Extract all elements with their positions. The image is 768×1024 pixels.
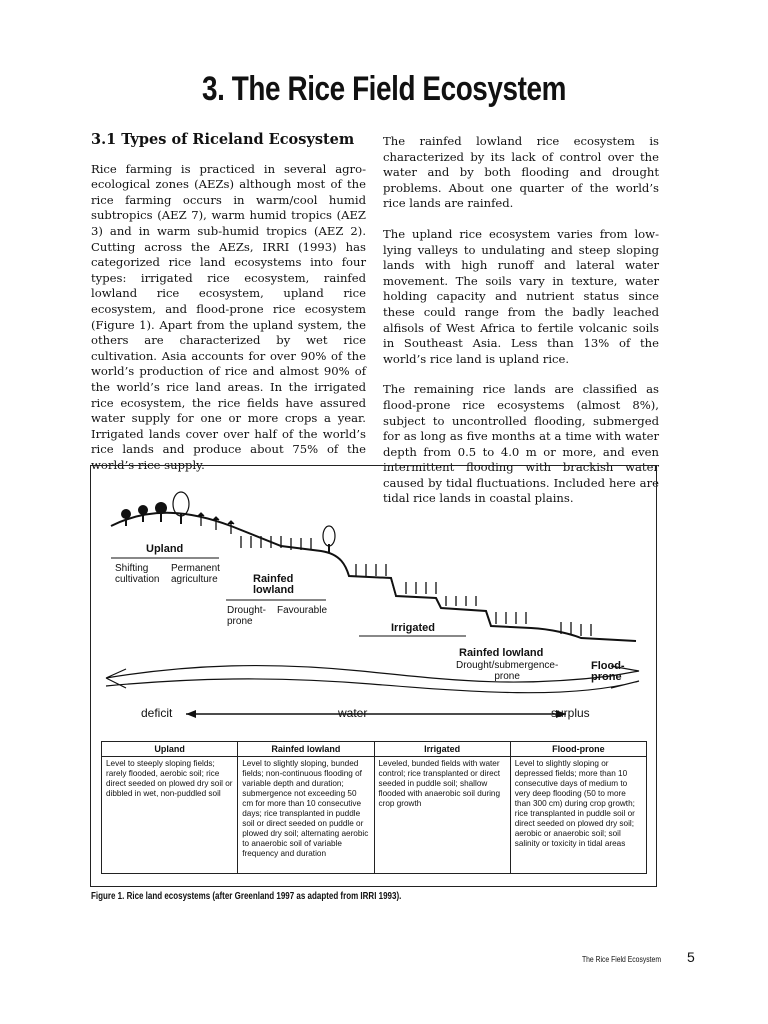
left-column — [91, 132, 366, 488]
label-rainfed-lowland: Rainfed lowland — [459, 647, 544, 659]
figure-rice-ecosystems — [90, 465, 657, 887]
table-cell-flood-prone: Level to slightly sloping or depressed fields; more than 10 consecutive days of medium to very deep flooding (50 to more than 300 cm) during crop growth; rice transplanted in puddle soil or direct seeded on plowed dry soil; aerobic or anaerobic soil; soil salinity or toxicity in tidal areas — [510, 757, 646, 874]
table-cell-rainfed-lowland: Level to slightly sloping, bunded fields; non-continuous flooding of variable depth and duration; submergence not exceeding 50 cm for more than 10 consecutive days; rice transplanted in puddle soil or direct seeded on puddle or plowed dry soil; alternating aerobic to anaerobic soil of variable frequency and duration — [238, 757, 374, 874]
water-gradient-wave — [106, 666, 639, 693]
label-deficit: deficit — [141, 706, 173, 720]
table-cell-irrigated: Leveled, bunded fields with water control; rice transplanted or direct seeded in puddle soil; shallow flooded with anaerobic soil during crop growth — [374, 757, 510, 874]
figure-caption: Figure 1. Rice land ecosystems (after Greenland 1997 as adapted from IRRI 1993). — [91, 891, 402, 902]
table-header: Upland — [102, 742, 238, 757]
section-heading: 3.1 Types of Riceland Ecosystem — [91, 131, 355, 148]
running-footer: The Rice Field Ecosystem — [582, 954, 661, 964]
label-upland: Upland — [146, 543, 184, 555]
label-shifting: Shifting cultivation — [115, 563, 160, 585]
table-header: Irrigated — [374, 742, 510, 757]
label-favourable: Favourable — [277, 605, 328, 616]
label-irrigated: Irrigated — [391, 622, 436, 634]
ecosystem-table — [101, 741, 647, 874]
table-header: Flood-prone — [510, 742, 646, 757]
table-cell-upland: Level to steeply sloping fields; rarely flooded, aerobic soil; rice direct seeded on plowed dry soil or dibbled in wet, non-puddled soil — [102, 757, 238, 874]
paragraph-upland: The upland rice ecosystem varies from low-lying valleys to undulating and steep sloping lands with high runoff and lateral water movement. The soils vary in texture, water holding capacity and nutrient status since these could range from the badly leached alfisols of West Africa to fertile volcanic soils in Southeast Asia. Less than 13% of the world’s rice land is upland rice. — [383, 226, 659, 366]
paragraph-rainfed: The rainfed lowland rice ecosystem is characterized by its lack of control over the water and by both flooding and drought problems. About one quarter of the world’s rice lands are rainfed. — [383, 134, 659, 211]
paragraph-riceland-types: Rice farming is practiced in several agro-ecological zones (AEZs) although most of the rice farming occurs in warm/cool humid subtropics (AEZ 7), warm humid tropics (AEZ 3) and in warm sub-humid tropics (AEZ 2). Cutting across the AEZs, IRRI (1993) has categorized rice land ecosystems into four types: irrigated rice ecosystem, rainfed lowland rice ecosystem, upland rice ecosystem, and flood-prone rice ecosystem (Figure 1). Apart from the upland system, the others are characterized by wet rice cultivation. Asia accounts for over 90% of the world’s production of rice and almost 90% of the world’s rice land areas. In the irrigated rice ecosystem, the rice fields have assured water supply for one or more crops a year. Irrigated lands cover over half of the world’s rice lands and produce about 75% of the world’s rice supply. — [91, 161, 366, 472]
table-row — [102, 757, 647, 874]
right-column — [383, 134, 659, 522]
label-drought-prone: Drought- prone — [227, 605, 266, 627]
arrow-left-head — [186, 710, 196, 718]
page-title: 3. The Rice Field Ecosystem — [202, 70, 566, 108]
label-water: water — [338, 706, 368, 720]
label-flood-prone: Flood- prone — [591, 660, 625, 683]
table-header-row — [102, 742, 647, 757]
label-drought-submergence: Drought/submergence- prone — [456, 660, 559, 682]
page-number: 5 — [687, 949, 695, 965]
table-header: Rainfed lowland — [238, 742, 374, 757]
paragraph-flood-prone: The remaining rice lands are classified as flood-prone rice ecosystems (almost 8%), subject to uncontrolled flooding, submerged for as long as five months at a time with water depth from 0.5 to 4.0 m or more, and even intermittent flooding with brackish water caused by tidal fluctuations. Included here are tidal rice lands in coastal plains. — [383, 382, 659, 506]
label-permanent: Permanent agriculture — [171, 563, 220, 585]
label-rainfed: Rainfed lowland — [253, 573, 294, 596]
label-surplus: surplus — [551, 706, 590, 720]
